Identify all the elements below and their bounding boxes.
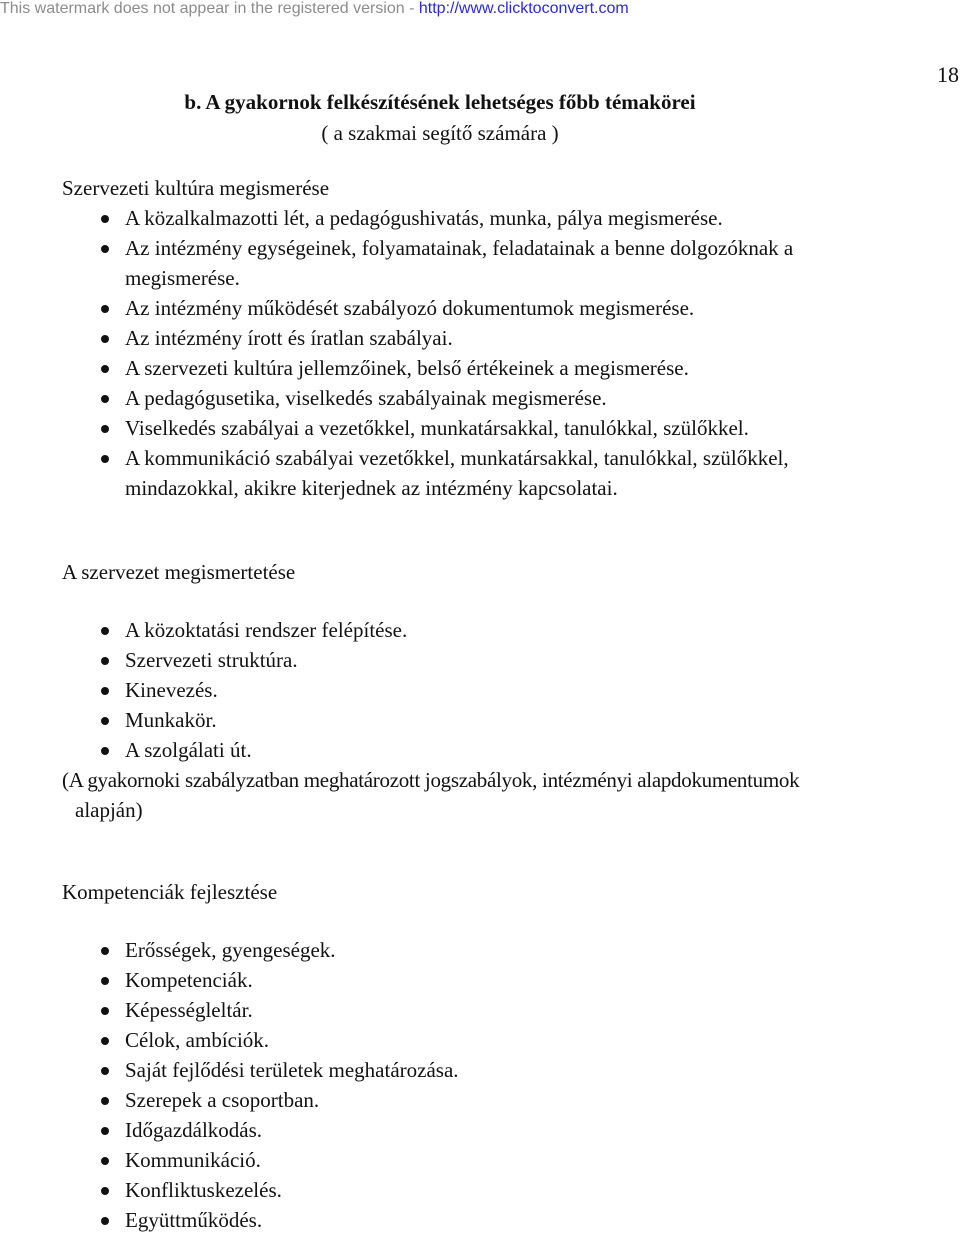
bullet-icon <box>101 215 109 223</box>
bullet-icon <box>101 1007 109 1015</box>
bullet-icon <box>101 717 109 725</box>
bullet-icon <box>101 455 109 463</box>
list-item: A szervezeti kultúra jellemzőinek, belső értékeinek a megismerése. <box>0 353 960 383</box>
list-item: Célok, ambíciók. <box>0 1025 960 1055</box>
bullet-icon <box>101 1037 109 1045</box>
bullet-icon <box>101 977 109 985</box>
page-number: 18 <box>937 62 959 87</box>
page-title: b. A gyakornok felkészítésének lehetséges főbb témakörei <box>184 90 696 114</box>
watermark-banner <box>0 0 629 18</box>
list-item: A kommunikáció szabályai vezetőkkel, munkatársakkal, tanulókkal, szülőkkel, <box>0 443 960 473</box>
list-item: Együttműködés. <box>0 1205 960 1235</box>
bullet-icon <box>101 1127 109 1135</box>
list-item-continuation: mindazokkal, akikre kiterjednek az intézmény kapcsolatai. <box>125 476 618 500</box>
watermark-text: This watermark does not appear in the registered version - <box>0 0 419 17</box>
section2-note-continuation: alapján) <box>75 798 143 822</box>
bullet-icon <box>101 335 109 343</box>
section-title-szervezeti-kultura: Szervezeti kultúra megismerése <box>62 176 330 200</box>
bullet-icon <box>101 305 109 313</box>
page-subtitle: ( a szakmai segítő számára ) <box>321 121 559 145</box>
list-item: A közoktatási rendszer felépítése. <box>0 615 960 645</box>
list-item: A közalkalmazotti lét, a pedagógushivatás, munka, pálya megismerése. <box>0 203 960 233</box>
bullet-icon <box>101 627 109 635</box>
bullet-icon <box>101 1097 109 1105</box>
bullet-icon <box>101 1067 109 1075</box>
list-item: A pedagógusetika, viselkedés szabályainak megismerése. <box>0 383 960 413</box>
list-item: Szerepek a csoportban. <box>0 1085 960 1115</box>
bullet-icon <box>101 1217 109 1225</box>
list-item: Erősségek, gyengeségek. <box>0 935 960 965</box>
bullet-icon <box>101 1157 109 1165</box>
section2-note: (A gyakornoki szabályzatban meghatározott jogszabályok, intézményi alapdokumentumok <box>62 768 800 792</box>
bullet-icon <box>101 747 109 755</box>
list-item: Képességleltár. <box>0 995 960 1025</box>
list-item: Az intézmény írott és íratlan szabályai. <box>0 323 960 353</box>
list-item: Időgazdálkodás. <box>0 1115 960 1145</box>
list-item: Kinevezés. <box>0 675 960 705</box>
section3-list <box>0 935 960 1235</box>
list-item: Saját fejlődési területek meghatározása. <box>0 1055 960 1085</box>
list-item: Kommunikáció. <box>0 1145 960 1175</box>
section-title-szervezet-megismertetese: A szervezet megismertetése <box>62 560 296 584</box>
list-item: Munkakör. <box>0 705 960 735</box>
bullet-icon <box>101 365 109 373</box>
bullet-icon <box>101 425 109 433</box>
section1-list <box>0 203 960 503</box>
section-title-kompetenciak: Kompetenciák fejlesztése <box>62 880 278 904</box>
list-item-continuation: megismerése. <box>125 266 240 290</box>
list-item: Konfliktuskezelés. <box>0 1175 960 1205</box>
bullet-icon <box>101 395 109 403</box>
list-item: A szolgálati út. <box>0 735 960 765</box>
list-item: Szervezeti struktúra. <box>0 645 960 675</box>
list-item: Az intézmény egységeinek, folyamatainak, feladatainak a benne dolgozóknak a <box>0 233 960 263</box>
list-item: Kompetenciák. <box>0 965 960 995</box>
bullet-icon <box>101 657 109 665</box>
bullet-icon <box>101 947 109 955</box>
bullet-icon <box>101 1187 109 1195</box>
list-item: Viselkedés szabályai a vezetőkkel, munkatársakkal, tanulókkal, szülőkkel. <box>0 413 960 443</box>
watermark-link[interactable]: http://www.clicktoconvert.com <box>418 0 629 17</box>
list-item: Az intézmény működését szabályozó dokumentumok megismerése. <box>0 293 960 323</box>
section2-list <box>0 615 960 765</box>
bullet-icon <box>101 245 109 253</box>
bullet-icon <box>101 687 109 695</box>
